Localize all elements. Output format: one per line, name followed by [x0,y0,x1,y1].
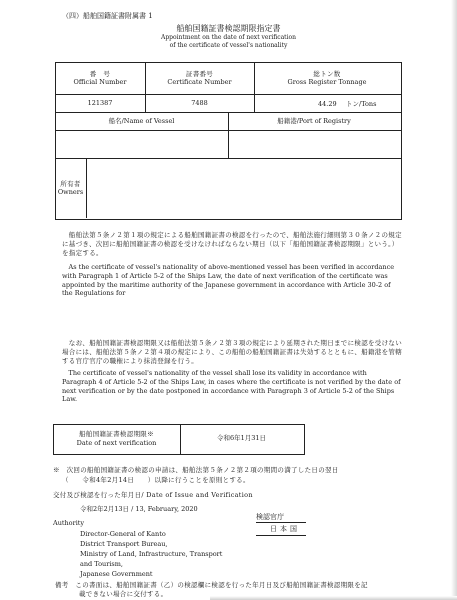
remarks-line-2: 載できない場合に交付する。 [79,590,168,598]
note-line-2: （ 令和4年2月14日 ）以降に行うことを原則とする。 [62,476,250,484]
authority-line-2: District Transport Bureau, [80,540,168,548]
paragraph-2-en: The certificate of vessel's nationality of the vessel shall lose its validity in accordance with Paragraph 4 of Article 5-2 of the Ships Law, in cases where the certificate is not verified by the date of next verification or by the date postponed in accordance with Paragraph 3 of Article 5-2 of the Ships Law. [62,369,401,404]
issue-date-value: 令和2年2月13日 / 13, February, 2020 [80,505,198,513]
port-of-registry-header: 船籍港/Port of Registry [277,116,351,125]
scan-shadow-right [451,0,457,600]
gross-tonnage-header: 総トン数 Gross Register Tonnage [287,69,367,86]
authority-line-4: and Tourism, [80,560,123,568]
paragraph-1-jp: 船舶法第５条ノ２第１項の規定による船舶国籍証書の検認を行ったので、船舶法施行細則第３０条ノ２の規定に基づき、次回に船舶国籍証書の検認を受けなければならない期日（以下「船舶国籍証書検認期限」という。）を指定する。 [62,231,402,257]
document-title-en-2: of the certificate of vessel's nationality [169,42,288,49]
gross-tonnage-value: 44.29 [318,100,337,108]
note-line-1: ※ 次回の船舶国籍証書の検認の申請は、船舶法第５条ノ２第２項の期間の満了した日の翌日 [53,466,339,474]
name-of-vessel-header: 船名/Name of Vessel [108,116,175,125]
paragraph-2-jp: なお、船舶国籍証書検認期限又は船舶法第５条ノ２第３項の規定により延期された期日までに検認を受けない場合には、船舶法第５条ノ２第４項の規定により、この船舶の船舶国籍証書は失効するとともに、船籍港を管轄する官庁官庁の職権により抹消登録を行う。 [62,339,402,365]
gross-tonnage-unit: トン/Tons [346,100,377,108]
next-verification-date: 令和6年1月31日 [216,434,267,443]
document-title-en-1: Appointment on the date of next verification [161,34,296,41]
authority-label: Authority [53,519,85,527]
certificate-number-value: 7488 [191,98,208,107]
issue-date-label: 交付及び検認を行った年月日/ Date of Issue and Verification [53,491,253,499]
form-number: （四）船舶国籍証書附属書 1 [62,12,153,20]
official-number-header: 番 号 Official Number [73,69,127,86]
authority-line-3: Ministry of Land, Infrastructure, Transport [80,550,223,558]
official-number-value: 121387 [87,98,113,107]
authority-line-1: Director-General of Kanto [80,530,166,538]
inspector-label: 検認官庁 [256,513,284,521]
scan-shadow-bottom [210,596,457,600]
authority-line-5: Japanese Government [80,570,153,578]
next-verification-header: 船舶国籍証書検認期限※ Date of next verification [76,430,157,447]
document-title-jp: 船舶国籍証書検認期限指定書 [176,24,281,33]
certificate-number-header: 証書番号 Certificate Number [167,69,232,86]
country-label: 日本国 [270,525,300,533]
owners-header: 所有者 Owners [57,179,84,196]
remarks-line-1: 備考 この書面は、船舶国籍証書（乙）の検認欄に検認を行った年月日及び船舶国籍証書検認期限を記 [55,581,368,589]
paragraph-1-en: As the certificate of vessel's nationality of above-mentioned vessel has been verified in accordance with Paragraph 1 of Article 5-2 of the Ships Law, the date of next verification of the certificate was appointed by the maritime authority of the Japanese government in accordance with Article 30-2 of the Regulations for [62,263,395,298]
